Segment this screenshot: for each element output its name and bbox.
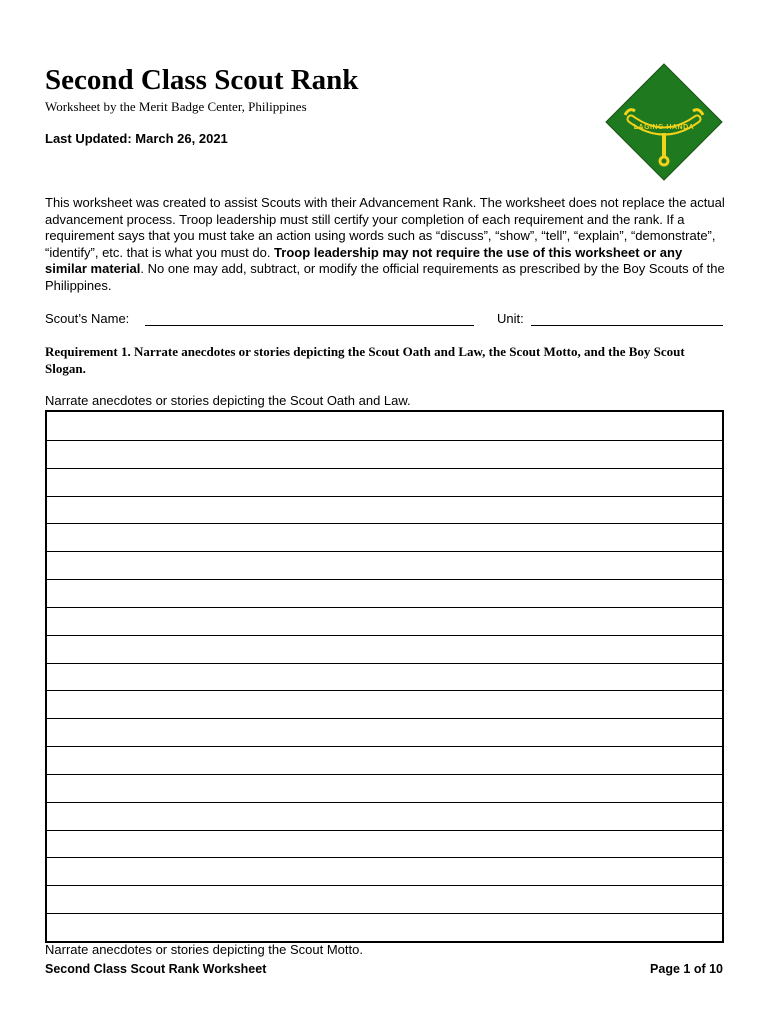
- scout-name-label: Scout’s Name:: [45, 311, 130, 326]
- page-subtitle: Worksheet by the Merit Badge Center, Philippines: [45, 99, 307, 114]
- answer-line: [47, 913, 722, 914]
- answer-box-oath-law[interactable]: [45, 410, 724, 943]
- intro-text-end: . No one may add, subtract, or modify the official requirements as prescribed by the Boy Scouts of the Philippines.: [45, 261, 725, 293]
- intro-paragraph: [45, 195, 725, 295]
- intro-bold-text: Troop leadership may not require the use of this worksheet or any similar material: [45, 244, 683, 277]
- answer-line: [47, 579, 722, 580]
- answer-line: [47, 440, 722, 441]
- page-title: Second Class Scout Rank: [45, 64, 359, 96]
- answer-line: [47, 774, 722, 775]
- answer-line: [47, 663, 722, 664]
- answer-line: [47, 857, 722, 858]
- answer-line: [47, 523, 722, 524]
- unit-field[interactable]: [531, 325, 723, 326]
- answer-line: [47, 690, 722, 691]
- prompt-motto: Narrate anecdotes or stories depicting the Scout Motto.: [45, 942, 363, 957]
- answer-line: [47, 885, 722, 886]
- prompt-oath-law: Narrate anecdotes or stories depicting the Scout Oath and Law.: [45, 393, 411, 408]
- page-number: Page 1 of 10: [650, 962, 723, 976]
- answer-line: [47, 496, 722, 497]
- unit-label: Unit:: [497, 311, 524, 326]
- answer-line: [47, 830, 722, 831]
- footer-title: Second Class Scout Rank Worksheet: [45, 962, 267, 976]
- requirement-1-heading: Requirement 1. Narrate anecdotes or stories depicting the Scout Oath and Law, the Scout Motto, and the Boy Scout Slogan.: [45, 344, 685, 376]
- answer-line: [47, 746, 722, 747]
- scout-second-class-badge-icon: [605, 63, 723, 181]
- answer-line: [47, 718, 722, 719]
- answer-line: [47, 468, 722, 469]
- answer-line: [47, 802, 722, 803]
- scout-name-field[interactable]: [145, 325, 474, 326]
- answer-line: [47, 635, 722, 636]
- intro-text: This worksheet was created to assist Scouts with their Advancement Rank. The worksheet does not replace the actual advancement process. Troop leadership must still certify your completion of each requirement and the rank. If a requirement says that you must take an action using words such as “discuss”, “show”, “tell”, “explain”, “demonstrate”, “identify”, etc. that is what you must do.: [45, 195, 725, 260]
- last-updated: Last Updated: March 26, 2021: [45, 131, 228, 146]
- logo-scroll-text: LAGING HANDA: [633, 124, 695, 131]
- answer-line: [47, 607, 722, 608]
- scout-info-row: [45, 310, 725, 330]
- answer-line: [47, 551, 722, 552]
